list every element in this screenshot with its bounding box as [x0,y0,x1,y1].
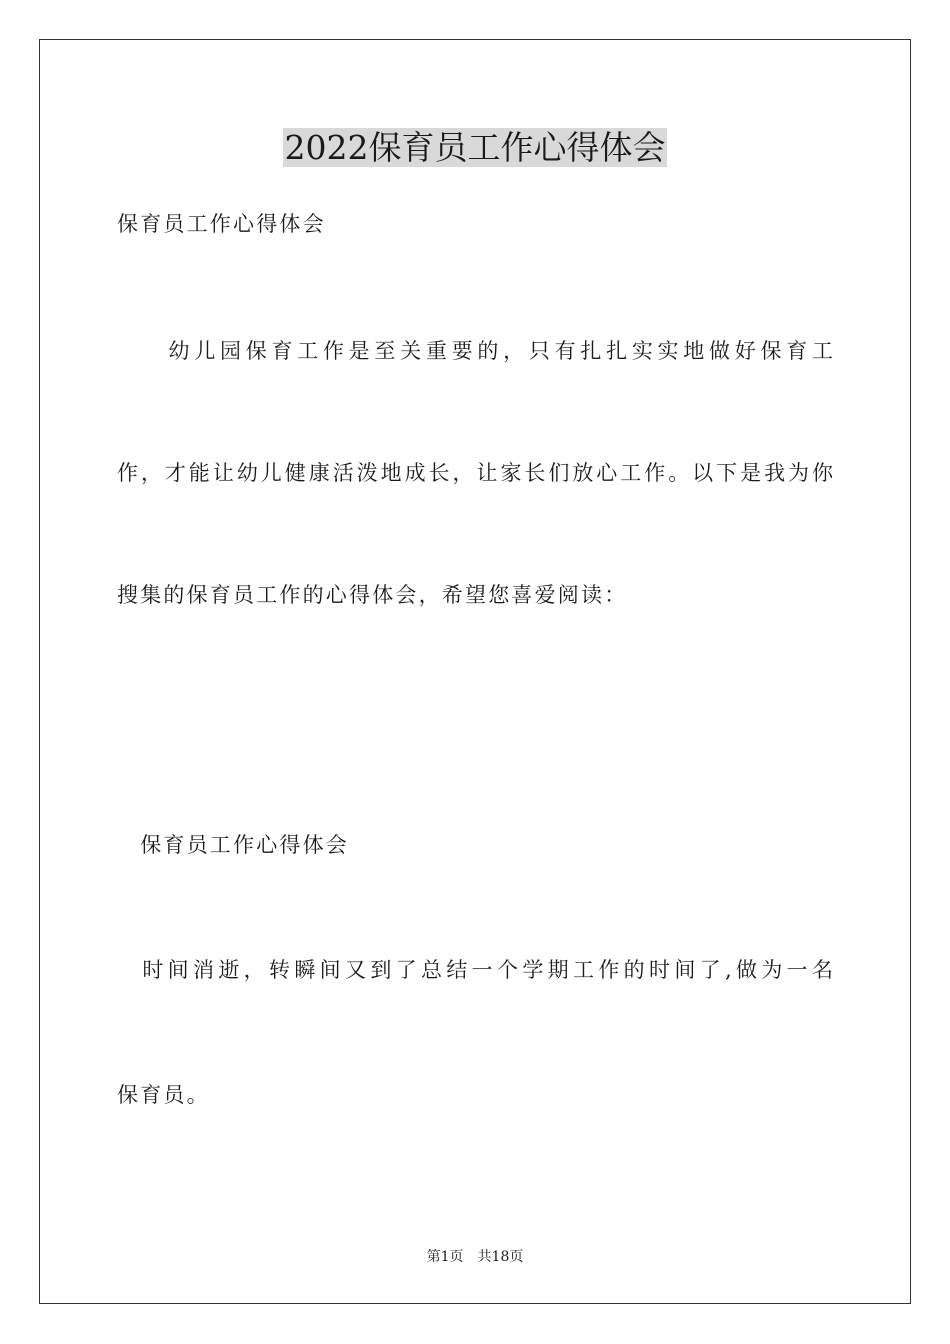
title-text: 2022保育员工作心得体会 [284,128,666,167]
page-footer [0,1247,950,1267]
paragraph-2-line-1: 时间消逝，转瞬间又到了总结一个学期工作的时间了,做为一名 [117,958,833,982]
document-subtitle: 保育员工作心得体会 [117,212,326,236]
paragraph-1-line-1: 幼儿园保育工作是至关重要的，只有扎扎实实地做好保育工 [117,339,833,363]
page-number: 第1页 [426,1249,464,1265]
paragraph-1-line-3: 搜集的保育员工作的心得体会，希望您喜爱阅读： [117,583,628,607]
section-heading: 保育员工作心得体会 [117,833,349,857]
paragraph-1-line-2: 作，才能让幼儿健康活泼地成长，让家长们放心工作。以下是我为你 [117,461,833,485]
paragraph-2-line-2: 保育员。 [117,1083,210,1107]
document-title [0,124,950,172]
page-total: 共18页 [477,1249,524,1265]
